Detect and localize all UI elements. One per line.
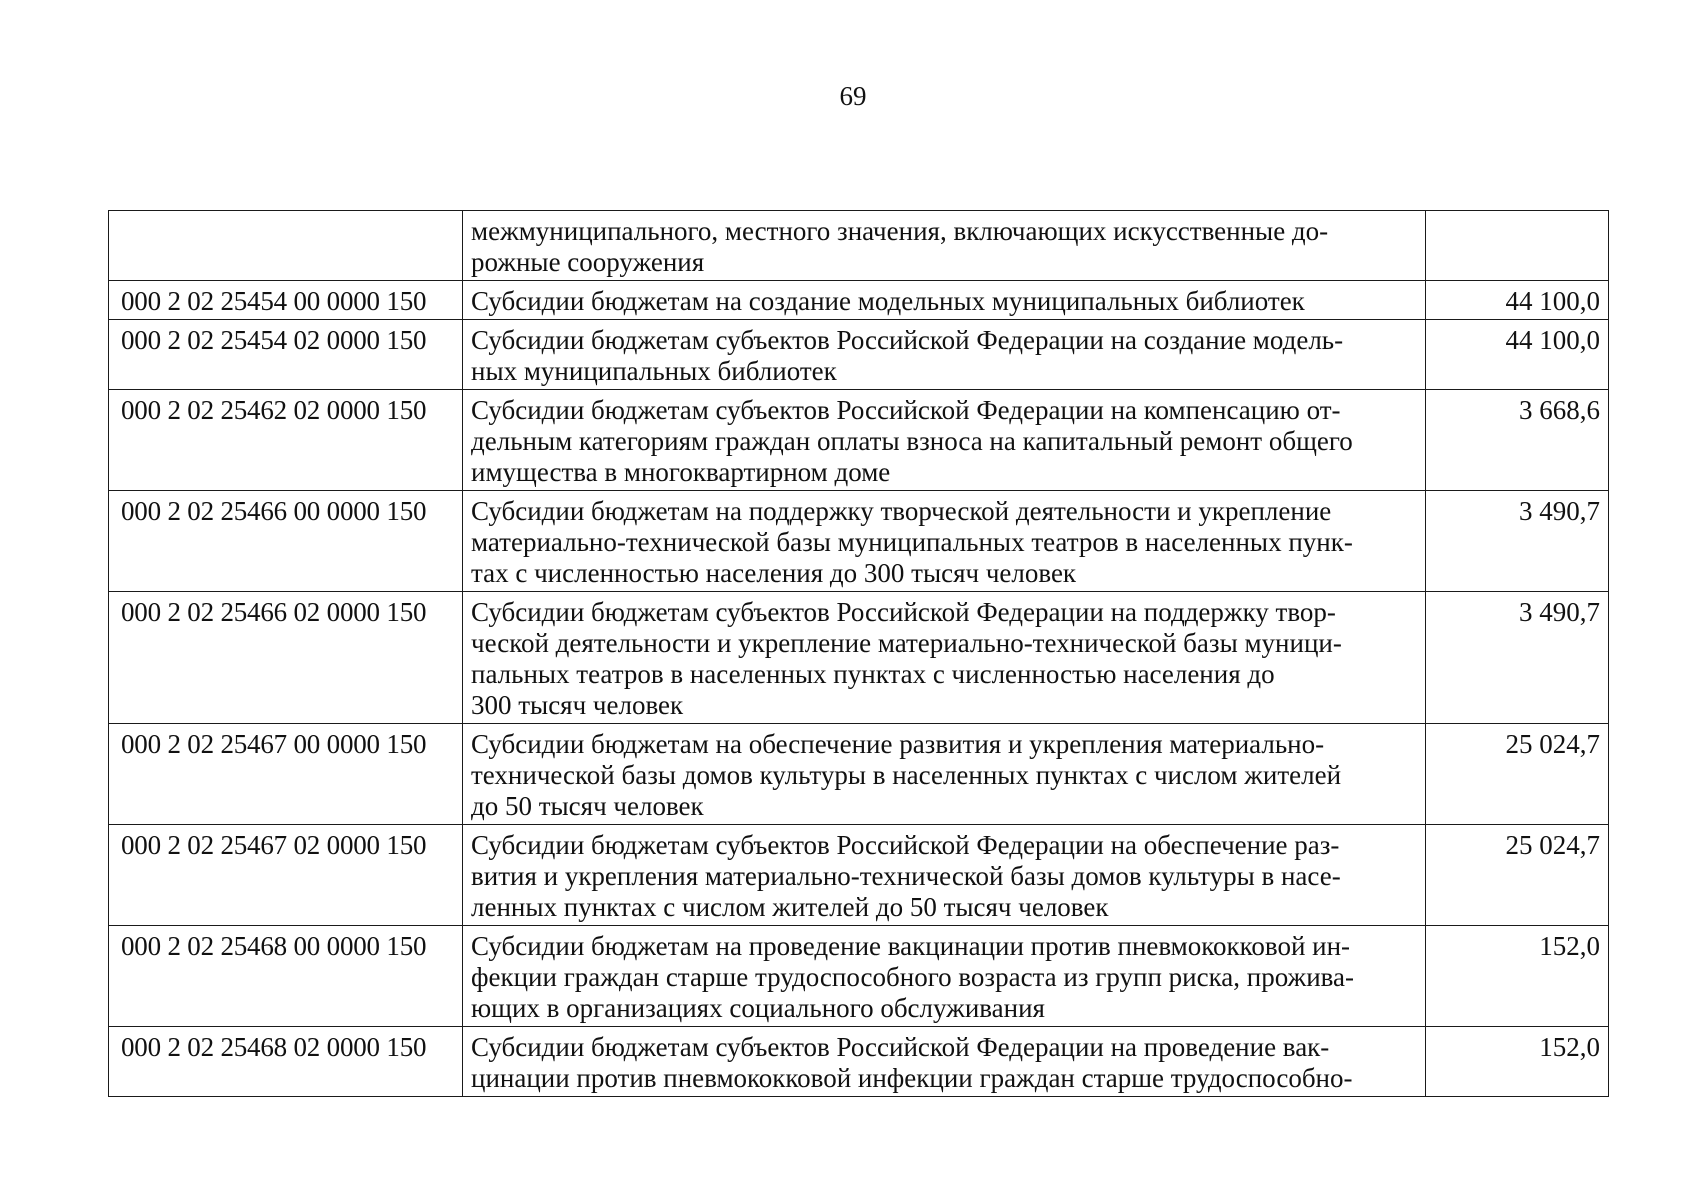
description-line: дельным категориям граждан оплаты взноса на капитальный ремонт общего <box>471 426 1353 456</box>
revenue-code-cell: 000 2 02 25454 02 0000 150 <box>109 320 463 390</box>
description-line: цинации против пневмококковой инфекции граждан старше трудоспособно- <box>471 1063 1353 1093</box>
revenue-code-cell <box>109 211 463 281</box>
revenue-code-cell: 000 2 02 25468 00 0000 150 <box>109 926 463 1027</box>
table-body <box>109 211 1609 1097</box>
description-line: до 50 тысяч человек <box>471 791 704 821</box>
amount-cell: 3 490,7 <box>1426 491 1609 592</box>
revenue-description-cell <box>463 491 1426 592</box>
revenue-description-cell <box>463 926 1426 1027</box>
table-row <box>109 390 1609 491</box>
description-line: 300 тысяч человек <box>471 690 684 720</box>
revenue-code-cell: 000 2 02 25466 00 0000 150 <box>109 491 463 592</box>
amount-cell: 152,0 <box>1426 926 1609 1027</box>
description-line: ленных пунктах с числом жителей до 50 тысяч человек <box>471 892 1109 922</box>
revenue-description-cell <box>463 390 1426 491</box>
description-line: Субсидии бюджетам на проведение вакцинации против пневмококковой ин- <box>471 931 1351 961</box>
description-line: тах с численностью населения до 300 тысяч человек <box>471 558 1077 588</box>
description-line: имущества в многоквартирном доме <box>471 457 891 487</box>
revenue-description-cell <box>463 281 1426 320</box>
revenue-code-cell: 000 2 02 25462 02 0000 150 <box>109 390 463 491</box>
description-line: вития и укрепления материально-технической базы домов культуры в насе- <box>471 861 1341 891</box>
amount-cell: 44 100,0 <box>1426 281 1609 320</box>
table-row <box>109 724 1609 825</box>
amount-cell: 3 490,7 <box>1426 592 1609 724</box>
revenue-description-cell <box>463 724 1426 825</box>
amount-cell: 152,0 <box>1426 1027 1609 1097</box>
description-line: межмуниципального, местного значения, включающих искусственные до- <box>471 216 1329 246</box>
amount-cell: 3 668,6 <box>1426 390 1609 491</box>
description-line: Субсидии бюджетам на обеспечение развития и укрепления материально- <box>471 729 1325 759</box>
description-line: Субсидии бюджетам на поддержку творческой деятельности и укрепление <box>471 496 1332 526</box>
amount-cell: 44 100,0 <box>1426 320 1609 390</box>
revenue-description-cell <box>463 592 1426 724</box>
amount-cell: 25 024,7 <box>1426 724 1609 825</box>
revenue-description-cell <box>463 211 1426 281</box>
table-row <box>109 926 1609 1027</box>
description-line: ющих в организациях социального обслуживания <box>471 993 1045 1023</box>
description-line: рожные сооружения <box>471 247 705 277</box>
revenue-description-cell <box>463 825 1426 926</box>
table-row <box>109 825 1609 926</box>
description-line: Субсидии бюджетам субъектов Российской Федерации на обеспечение раз- <box>471 830 1340 860</box>
amount-cell <box>1426 211 1609 281</box>
table-row <box>109 1027 1609 1097</box>
revenue-description-cell <box>463 1027 1426 1097</box>
table-row <box>109 592 1609 724</box>
description-line: Субсидии бюджетам субъектов Российской Федерации на проведение вак- <box>471 1032 1330 1062</box>
page-number: 69 <box>839 81 867 111</box>
budget-revenue-table <box>108 210 1609 1097</box>
description-line: фекции граждан старше трудоспособного возраста из групп риска, прожива- <box>471 962 1355 992</box>
description-line: пальных театров в населенных пунктах с численностью населения до <box>471 659 1275 689</box>
revenue-code-cell: 000 2 02 25467 02 0000 150 <box>109 825 463 926</box>
description-line: материально-технической базы муниципальных театров в населенных пунк- <box>471 527 1353 557</box>
description-line: ческой деятельности и укрепление материально-технической базы муници- <box>471 628 1342 658</box>
amount-cell: 25 024,7 <box>1426 825 1609 926</box>
description-line: Субсидии бюджетам субъектов Российской Федерации на создание модель- <box>471 325 1344 355</box>
revenue-code-cell: 000 2 02 25468 02 0000 150 <box>109 1027 463 1097</box>
table-row <box>109 281 1609 320</box>
description-line: технической базы домов культуры в населенных пунктах с числом жителей <box>471 760 1342 790</box>
revenue-code-cell: 000 2 02 25467 00 0000 150 <box>109 724 463 825</box>
table-row <box>109 320 1609 390</box>
revenue-code-cell: 000 2 02 25466 02 0000 150 <box>109 592 463 724</box>
table-row <box>109 211 1609 281</box>
table-row <box>109 491 1609 592</box>
description-line: Субсидии бюджетам субъектов Российской Федерации на поддержку твор- <box>471 597 1336 627</box>
revenue-code-cell: 000 2 02 25454 00 0000 150 <box>109 281 463 320</box>
description-line: Субсидии бюджетам на создание модельных муниципальных библиотек <box>471 286 1305 316</box>
description-line: Субсидии бюджетам субъектов Российской Федерации на компенсацию от- <box>471 395 1341 425</box>
revenue-description-cell <box>463 320 1426 390</box>
description-line: ных муниципальных библиотек <box>471 356 837 386</box>
